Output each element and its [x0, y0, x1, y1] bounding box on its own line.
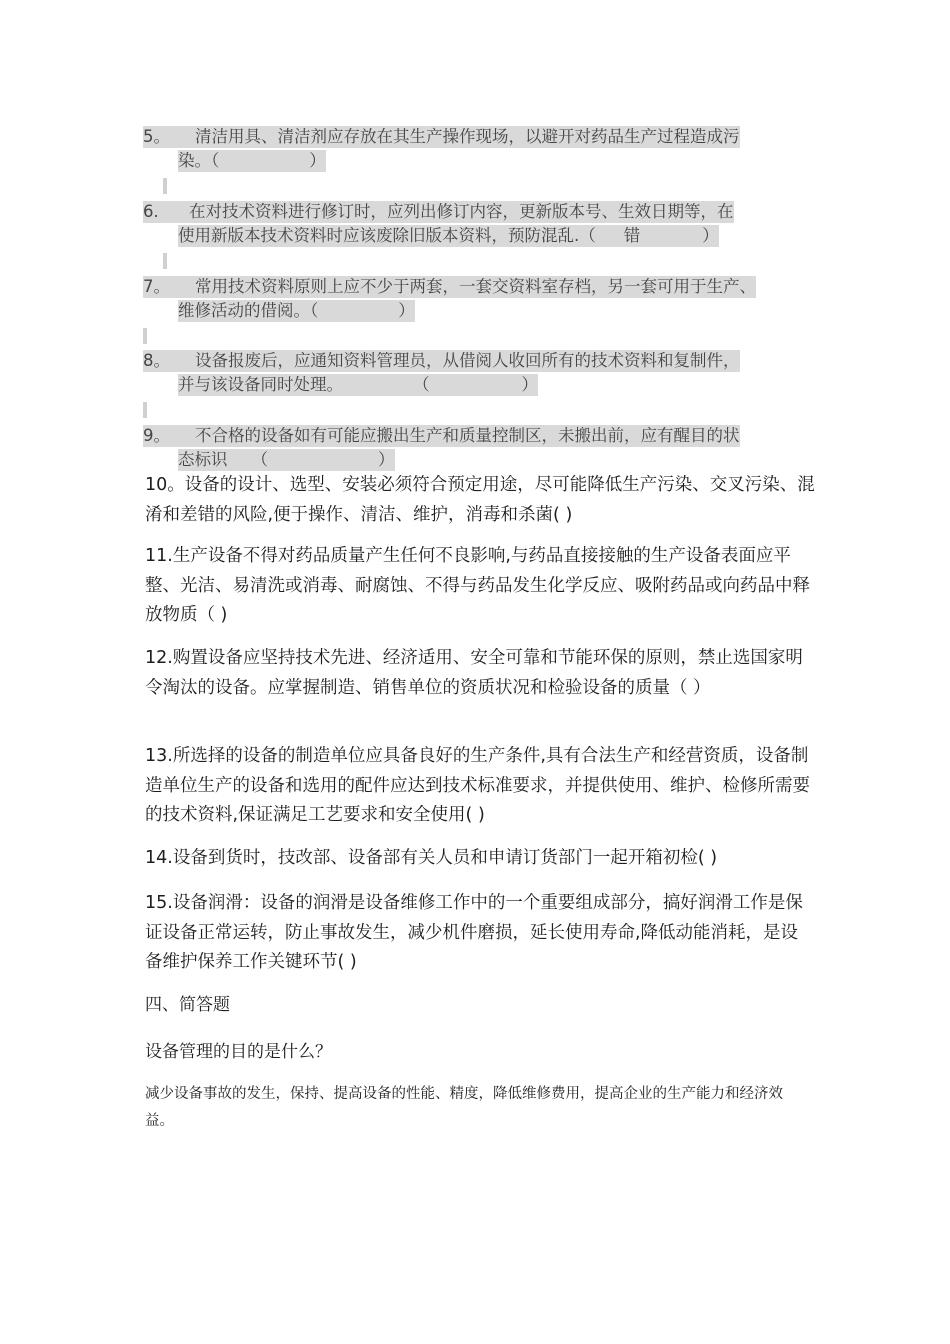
close-paren: ）: [309, 151, 326, 170]
close-paren: ）: [398, 301, 415, 320]
close-paren: ）: [521, 375, 538, 394]
item-text: 并与该设备同时处理。: [178, 375, 343, 394]
item-5-line-1: [143, 126, 740, 148]
item-text: 态标识: [178, 450, 228, 469]
item-text: .所选择的设备的制造单位应具备良好的生产条件,具有合法生产和经营资质，设备制造单位生产的设备和选用的配件应达到技术标准要求，并提供使用、维护、检修所需要的技术资料,保证满足工艺要求和安全使用( ): [145, 746, 810, 825]
revision-bar: [143, 328, 147, 344]
item-number: 8。: [143, 351, 170, 370]
revision-bar: [163, 253, 167, 269]
item-text: 不合格的设备如有可能应搬出生产和质量控制区，未搬出前，应有醒目的状: [195, 426, 740, 445]
true-false-item-14: [145, 844, 815, 874]
item-number: 7。: [143, 277, 170, 296]
item-number: 10: [145, 475, 168, 495]
item-text: 在对技术资料进行修订时，应列出修订内容，更新版本号、生效日期等，在: [189, 202, 734, 221]
close-paren: ）: [702, 226, 719, 245]
item-7-line-2: [178, 300, 415, 322]
item-9-line-2: [178, 449, 395, 471]
item-number: 15: [145, 893, 168, 913]
item-text: .生产设备不得对药品质量产生任何不良影响,与药品直接接触的生产设备表面应平整、光洁、易清洗或消毒、耐腐蚀、不得与药品发生化学反应、吸附药品或向药品中释放物质（ ): [145, 546, 810, 625]
short-answer-question: 设备管理的目的是什么？: [145, 1042, 332, 1062]
item-text: 维修活动的借阅。（: [178, 301, 319, 320]
answer-value[interactable]: 错: [623, 226, 641, 245]
revision-bar: [143, 402, 147, 418]
item-8-line-1: [143, 350, 740, 372]
item-text: 清洁用具、清洁剂应存放在其生产操作现场，以避开对药品生产过程造成污: [195, 127, 740, 146]
item-6-line-1: [143, 201, 734, 223]
item-text: 常用技术资料原则上应不少于两套，一套交资料室存档，另一套可用于生产、: [195, 277, 756, 296]
item-number: 9。: [143, 426, 170, 445]
open-paren: （: [413, 375, 430, 394]
item-6-line-2: [178, 225, 719, 247]
item-text: 染。（: [178, 151, 220, 170]
item-9-line-1: [143, 425, 740, 447]
item-7-line-1: [143, 276, 756, 298]
short-answer-text: 减少设备事故的发生，保持、提高设备的性能、精度，降低维修费用，提高企业的生产能力和经济效益。: [145, 1086, 783, 1129]
item-text: .设备润滑：设备的润滑是设备维修工作中的一个重要组成部分，搞好润滑工作是保证设备正常运转，防止事故发生，减少机件磨损，延长使用寿命,降低动能消耗，是设备维护保养工作关键环节( ): [145, 893, 803, 972]
item-5-line-2: [178, 150, 326, 172]
revision-bar: [163, 178, 167, 194]
item-number: 13: [145, 746, 168, 766]
item-text: .购置设备应坚持技术先进、经济适用、安全可靠和节能环保的原则，禁止选国家明令淘汰的设备。应掌握制造、销售单位的资质状况和检验设备的质量（ ）: [145, 648, 803, 698]
item-text: 。设备的设计、选型、安装必须符合预定用途，尽可能降低生产污染、交叉污染、混淆和差错的风险,便于操作、清洁、维护，消毒和杀菌( ): [145, 475, 815, 525]
true-false-item-12: [145, 644, 815, 703]
item-number: 6.: [143, 202, 159, 221]
true-false-item-10: [145, 471, 815, 530]
section-heading: 四、简答题: [145, 995, 230, 1015]
item-text: 使用新版本技术资料时应该废除旧版本资料，预防混乱.（: [178, 226, 596, 245]
item-text: 设备报废后，应通知资料管理员，从借阅人收回所有的技术资料和复制件，: [195, 351, 740, 370]
item-text: .设备到货时，技改部、设备部有关人员和申请订货部门一起开箱初检( ): [167, 848, 718, 868]
true-false-item-15: [145, 889, 815, 978]
item-number: 14: [145, 848, 168, 868]
true-false-item-11: [145, 542, 815, 631]
true-false-item-13: [145, 742, 815, 831]
item-8-line-2: [178, 374, 538, 396]
close-paren: ）: [378, 450, 395, 469]
item-number: 12: [145, 648, 168, 668]
item-number: 5。: [143, 127, 170, 146]
open-paren: （: [251, 450, 268, 469]
item-number: 11: [145, 546, 168, 566]
